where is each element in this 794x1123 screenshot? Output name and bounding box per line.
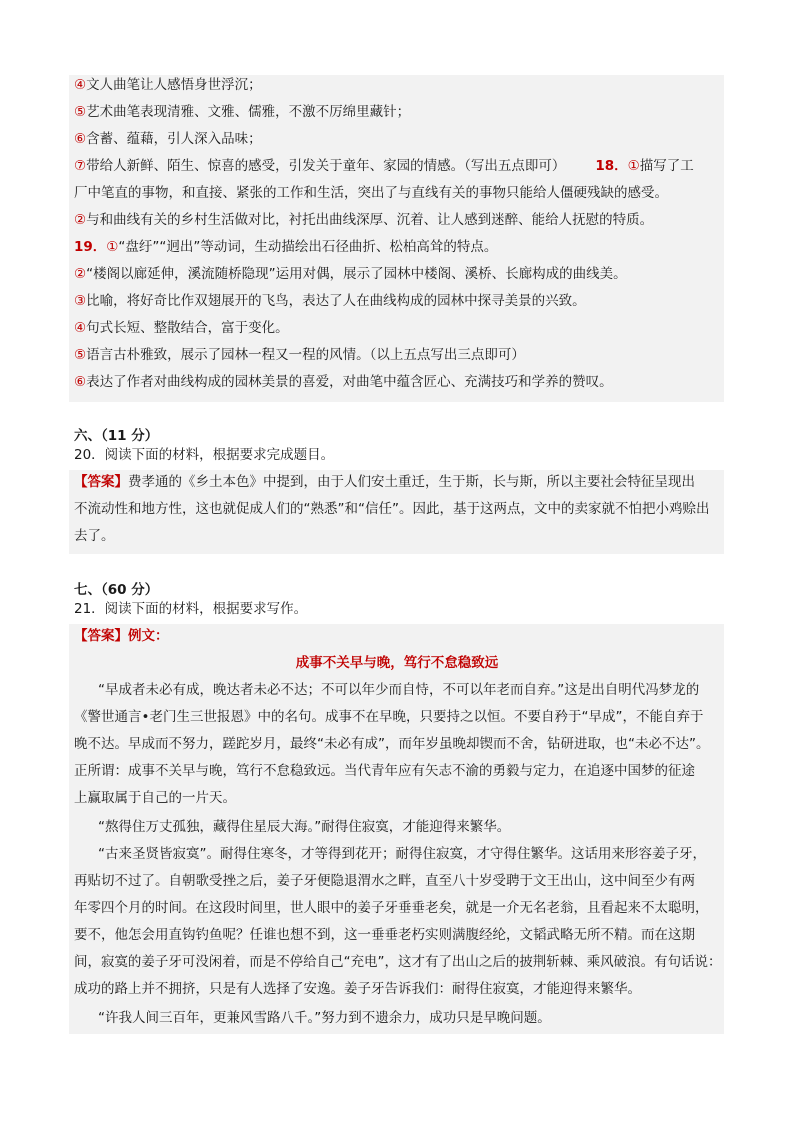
answer-label: 【答案】 [74,628,128,644]
s6-answer-line-2: 不流动性和地方性，这也就促成人们的“熟悉”和“信任”。因此，基于这两点，文中的卖家就不怕把小鸡赊出 [74,501,710,517]
s5-line-1: ④文人曲笔让人感悟身世浮沉； [74,77,262,93]
s5-line-5: 厂中笔直的事物，和直接、紧张的工作和生活，突出了与直线有关的事物只能给人僵硬残缺的感受。 [74,185,668,201]
essay-p1-line-4: 正所谓：成事不关早与晚，笃行不怠稳致远。当代青年应有矢志不渝的勇毅与定力，在追逐中国梦的征途 [74,763,695,779]
s6-answer-line-3: 去了。 [74,528,115,544]
s5-line-6: ②与和曲线有关的乡村生活做对比，衬托出曲线深厚、沉着、让人感到迷醉、能给人抚慰的特质。 [74,212,654,228]
s5-line-8: ②“楼阁以廊延伸，溪流随桥隐现”运用对偶，展示了园林中楼阁、溪桥、长廊构成的曲线美。 [74,266,627,282]
essay-p1-line-3: 晚不达。早成而不努力，蹉跎岁月，最终“未必有成”，而年岁虽晚却锲而不舍，钻研进取，也“未必不达”。 [74,736,710,752]
essay-p1-line-5: 上赢取属于自己的一片天。 [74,790,236,806]
s5-line-9: ③比喻，将好奇比作双翅展开的飞鸟，表达了人在曲线构成的园林中探寻美景的兴致。 [74,293,586,309]
circled-mark: ④ [74,320,87,336]
s5-line-11: ⑤语言古朴雅致，展示了园林一程又一程的风情。（以上五点写出三点即可） [74,347,525,363]
essay-p1-line-2: 《警世通言•老门生三世报恩》中的名句。成事不在早晚，只要持之以恒。不要自矜于“早成”，不能自弃于 [74,709,704,725]
example-label: 例文： [128,628,169,644]
circled-mark: ④ [74,77,87,93]
circled-mark: ⑤ [74,347,87,363]
s5-line-12: ⑥表达了作者对曲线构成的园林美景的喜爱，对曲笔中蕴含匠心、充满技巧和学养的赞叹。 [74,374,613,390]
circled-mark: ② [74,212,87,228]
essay-p3-line-1: “古来圣贤皆寂寞”。耐得住寒冬，才等得到花开；耐得住寂寞，才守得住繁华。这话用来形容姜子牙， [98,846,706,862]
essay-p4: “许我人间三百年，更兼风雪路八千。”努力到不遗余力，成功只是早晚问题。 [98,1010,551,1026]
circled-mark: ② [74,266,87,282]
section6-heading: 六、（11 分） [74,428,159,444]
s5-line-7: 19．①“盘纡”“迥出”等动词，生动描绘出石径曲折、松柏高耸的特点。 [74,239,498,255]
essay-p3-line-3: 年零四个月的时间。在这段时间里，世人眼中的姜子牙垂垂老矣，就是一介无名老翁，且看起来不太聪明， [74,900,709,916]
circled-mark: ⑤ [74,104,87,120]
essay-p1-line-1: “早成者未必有成，晚达者未必不达；不可以年少而自恃，不可以年老而自弃。”这是出自明代冯梦龙的 [98,682,700,698]
essay-p3-line-2: 再贴切不过了。自朝歌受挫之后，姜子牙便隐退渭水之畔，直至八十岁受聘于文王出山，这中间至少有两 [74,873,695,889]
circled-mark: ⑦ [74,158,87,174]
question-20: 20．阅读下面的材料，根据要求完成题目。 [74,447,335,463]
s5-line-4: ⑦带给人新鲜、陌生、惊喜的感受，引发关于童年、家园的情感。（写出五点即可） 18．①描写了工 [74,158,694,174]
circled-mark: ⑥ [74,374,87,390]
s5-line-3: ⑥含蓄、蕴藉，引人深入品味； [74,131,262,147]
answer-label: 【答案】 [74,474,128,490]
question-21: 21．阅读下面的材料，根据要求写作。 [74,601,308,617]
circled-mark: ③ [74,293,87,309]
section7-heading: 七、（60 分） [74,582,159,598]
essay-p3-line-6: 成功的路上并不拥挤，只是有人选择了安逸。姜子牙告诉我们：耐得住寂寞，才能迎得来繁华。 [74,981,641,997]
s6-answer-line-1: 【答案】费孝通的《乡土本色》中提到，由于人们安土重迁，生于斯，长与斯，所以主要社会特征呈现出 [74,474,695,490]
circled-mark: ⑥ [74,131,87,147]
question-number-18: 18． [595,158,628,174]
essay-p2: “熬得住万丈孤独，藏得住星辰大海。”耐得住寂寞，才能迎得来繁华。 [98,819,511,835]
essay-p3-line-5: 间，寂寞的姜子牙可没闲着，而是不停给自己“充电”，这才有了出山之后的披荆斩棘、乘风破浪。有句话说： [74,954,722,970]
s7-answer-label-line [74,627,169,645]
s5-line-10: ④句式长短、整散结合，富于变化。 [74,320,289,336]
question-number-19: 19． [74,239,107,255]
essay-p3-line-4: 要不，他怎会用直钩钓鱼呢？任谁也想不到，这一垂垂老朽实则满腹经纶，文韬武略无所不精。而在这期 [74,927,695,943]
s5-line-2: ⑤艺术曲笔表现清雅、文雅、儒雅，不激不厉绵里藏针； [74,104,411,120]
essay-title: 成事不关早与晚，笃行不怠稳致远 [295,655,499,671]
